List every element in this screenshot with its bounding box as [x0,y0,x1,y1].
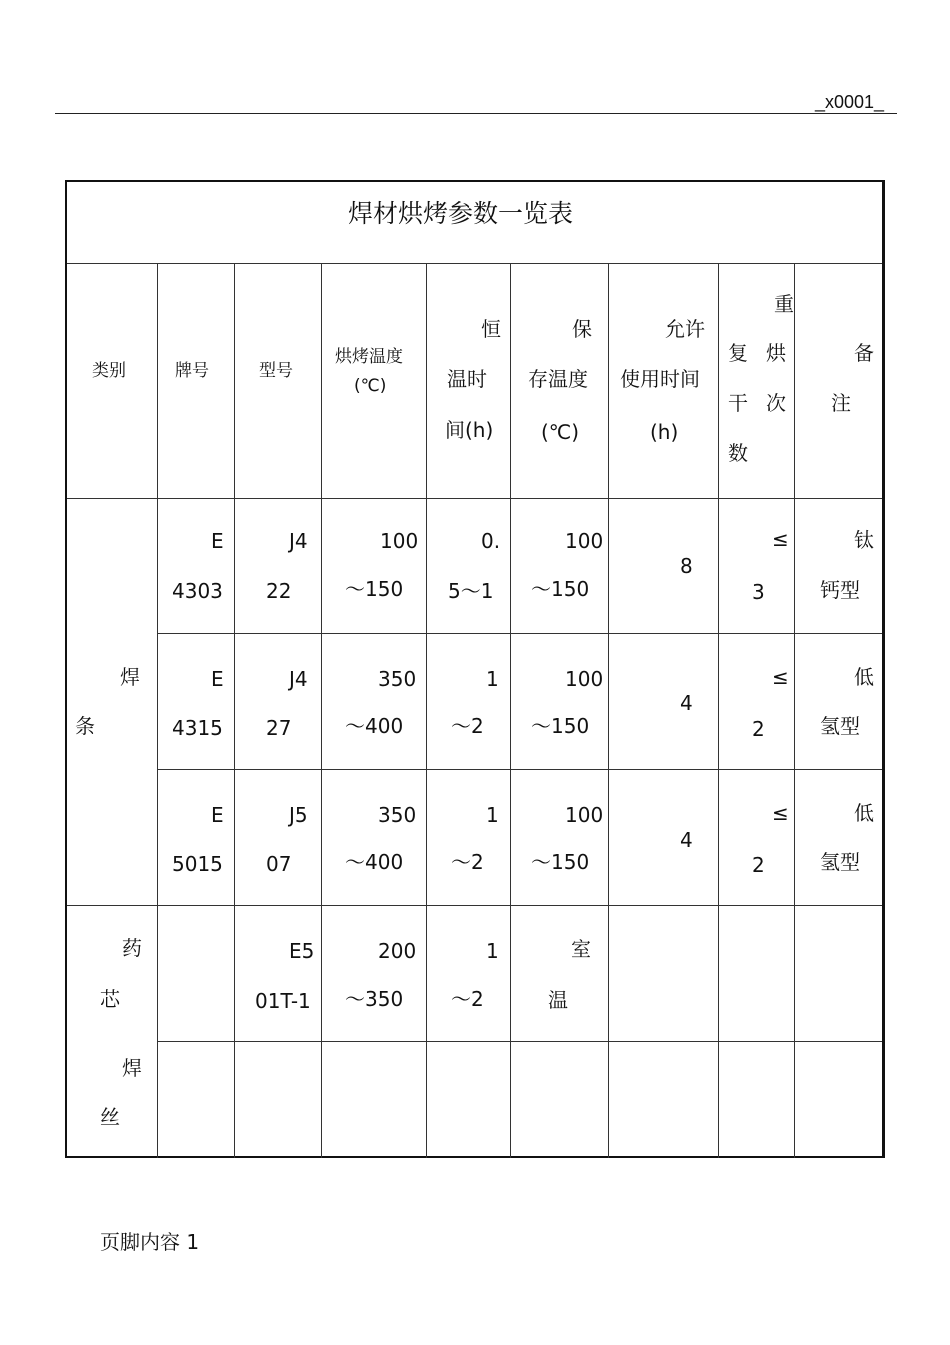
cell-brand: 5015 [172,852,223,876]
cell-storage-temp: 温 [548,988,568,1012]
cell-hold-time: 0. [481,529,501,553]
column-divider [718,263,719,1158]
header-allowed-time: 使用时间 [620,367,700,391]
cell-brand: 4315 [172,716,223,740]
header-bake-temp: (℃) [354,376,387,396]
header-allowed-time: (h) [650,420,679,444]
header-category: 类别 [92,361,126,381]
cell-storage-temp: ～150 [531,577,590,601]
header-rule [55,113,897,114]
row-divider [157,769,882,770]
category-electrode: 焊 [120,665,140,689]
header-rebake: 干 [728,391,748,415]
column-divider [321,263,322,1158]
column-divider [608,263,609,1158]
column-divider [510,263,511,1158]
cell-bake-temp: ～400 [345,714,404,738]
header-remark: 备 [854,341,874,365]
cell-hold-time: 1 [486,667,499,691]
header-model: 型号 [259,361,293,381]
header-remark: 注 [831,391,851,415]
column-divider [794,263,795,1158]
header-hold-time: 间(h) [445,418,494,442]
header-rebake: 重 [774,292,794,316]
header-hold-time: 恒 [481,317,501,341]
page-footer: 页脚内容 1 [100,1230,200,1254]
cell-brand: E [211,529,224,553]
header-allowed-time: 允许 [665,317,705,341]
header-brand: 牌号 [175,361,209,381]
cell-rebake: ≤ [772,801,789,825]
cell-remark: 氢型 [820,850,860,874]
cell-model: E5 [289,939,315,963]
cell-allowed-time: 8 [680,554,693,578]
category-flux-cored-wire: 焊 [122,1056,142,1080]
cell-rebake: ≤ [772,665,789,689]
cell-storage-temp: 100 [565,803,604,827]
cell-model: J5 [289,803,308,827]
cell-hold-time: ～2 [451,714,484,738]
cell-brand: 4303 [172,579,223,603]
cell-bake-temp: ～400 [345,850,404,874]
cell-bake-temp: ～350 [345,987,404,1011]
cell-allowed-time: 4 [680,828,693,852]
cell-storage-temp: ～150 [531,850,590,874]
cell-storage-temp: 100 [565,529,604,553]
document-code: _x0001_ [815,92,885,112]
cell-remark: 氢型 [820,714,860,738]
row-divider [157,633,882,634]
category-flux-cored-wire: 药 [122,936,142,960]
title-divider [67,263,882,264]
cell-model: 22 [266,579,292,603]
cell-rebake: 2 [752,853,765,877]
column-divider [426,263,427,1158]
row-divider [67,905,882,906]
cell-rebake: ≤ [772,527,789,551]
cell-remark: 低 [854,665,874,689]
cell-remark: 钙型 [820,578,860,602]
category-electrode: 条 [75,714,95,738]
header-rebake: 烘 [766,341,786,365]
header-rebake: 复 [728,341,748,365]
cell-brand: E [211,667,224,691]
cell-allowed-time: 4 [680,691,693,715]
cell-storage-temp: ～150 [531,714,590,738]
column-divider [234,263,235,1158]
category-flux-cored-wire: 芯 [100,987,120,1011]
header-storage-temp: 保 [572,317,592,341]
cell-remark: 钛 [854,528,874,552]
cell-remark: 低 [854,801,874,825]
cell-bake-temp: ～150 [345,577,404,601]
cell-bake-temp: 200 [378,939,417,963]
cell-model: 27 [266,716,292,740]
cell-hold-time: ～2 [451,850,484,874]
cell-model: 01T-1 [255,989,311,1013]
cell-model: J4 [289,529,308,553]
header-rebake: 数 [728,441,748,465]
cell-storage-temp: 100 [565,667,604,691]
header-storage-temp: (℃) [541,420,580,444]
cell-hold-time: ～2 [451,987,484,1011]
cell-model: J4 [289,667,308,691]
header-divider [67,498,882,499]
table-title: 焊材烘烤参数一览表 [348,199,574,228]
cell-hold-time: 1 [486,939,499,963]
column-divider [157,263,158,1158]
header-storage-temp: 存温度 [528,367,588,391]
cell-bake-temp: 350 [378,803,417,827]
cell-brand: E [211,803,224,827]
cell-hold-time: 5～1 [448,579,494,603]
cell-model: 07 [266,852,292,876]
header-hold-time: 温时 [447,367,487,391]
row-divider [157,1041,882,1042]
header-rebake: 次 [766,391,786,415]
header-bake-temp: 烘烤温度 [335,347,403,367]
cell-storage-temp: 室 [571,937,591,961]
baking-parameters-table [65,180,885,1158]
cell-hold-time: 1 [486,803,499,827]
cell-rebake: 2 [752,717,765,741]
cell-bake-temp: 350 [378,667,417,691]
cell-rebake: 3 [752,580,765,604]
cell-bake-temp: 100 [380,529,419,553]
category-flux-cored-wire: 丝 [100,1105,120,1129]
